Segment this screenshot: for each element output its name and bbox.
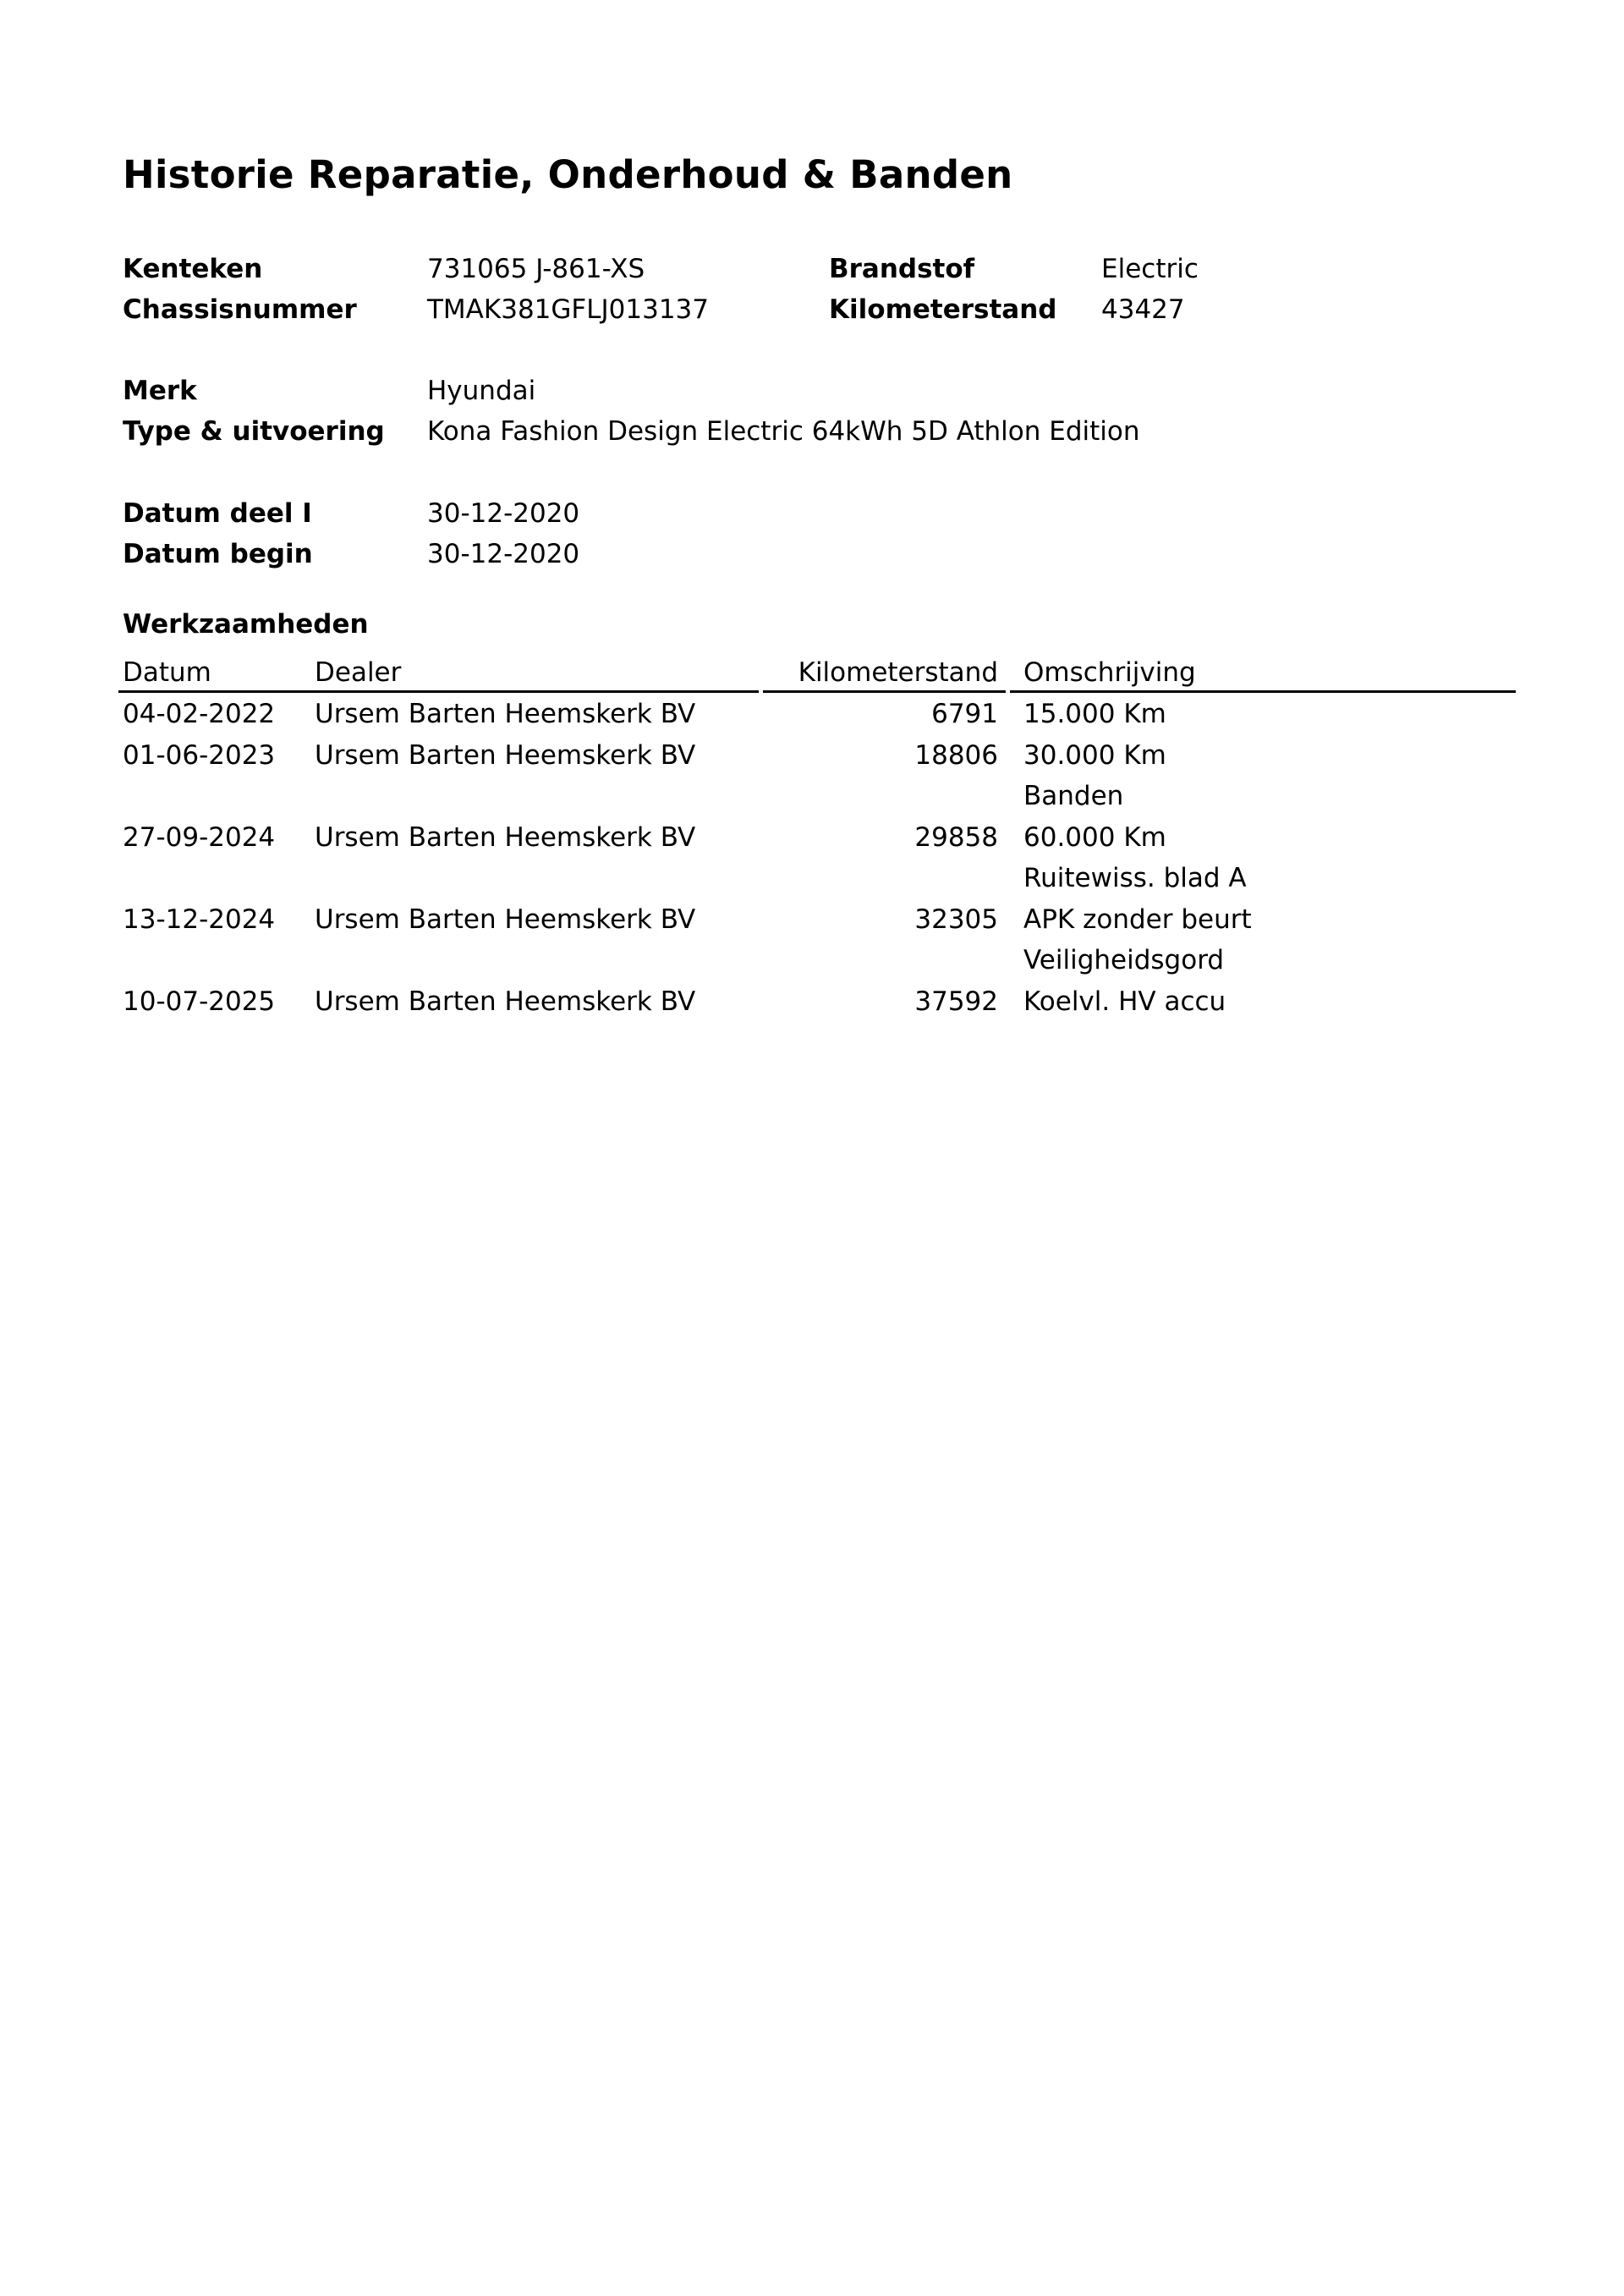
- table-cell-dealer: Ursem Barten Heemskerk BV: [315, 904, 696, 935]
- type-uitvoering-value: Kona Fashion Design Electric 64kWh 5D Athlon Edition: [427, 416, 1140, 447]
- column-header-datum: Datum: [123, 657, 211, 688]
- table-cell-omschrijving: Veiligheidsgord: [1023, 945, 1225, 975]
- table-cell-datum: 13-12-2024: [123, 904, 276, 935]
- merk-label: Merk: [123, 376, 197, 406]
- table-cell-datum: 04-02-2022: [123, 699, 276, 729]
- table-cell-kilometerstand: 32305: [914, 904, 998, 935]
- table-cell-datum: 27-09-2024: [123, 822, 276, 853]
- table-cell-omschrijving: APK zonder beurt: [1023, 904, 1252, 935]
- table-cell-kilometerstand: 18806: [914, 740, 998, 771]
- brandstof-label: Brandstof: [829, 254, 975, 284]
- datum-deel-value: 30-12-2020: [427, 498, 580, 529]
- chassisnummer-value: TMAK381GFLJ013137: [427, 294, 709, 325]
- table-header-rule: [118, 690, 1516, 693]
- chassisnummer-label: Chassisnummer: [123, 294, 357, 325]
- datum-deel-label: Datum deel I: [123, 498, 312, 529]
- table-header-rule-gap: [1006, 689, 1010, 694]
- column-header-omschrijving: Omschrijving: [1023, 657, 1196, 688]
- kilometerstand-value: 43427: [1101, 294, 1185, 325]
- table-cell-omschrijving: Ruitewiss. blad A: [1023, 863, 1247, 893]
- page-title: Historie Reparatie, Onderhoud & Banden: [123, 152, 1013, 197]
- table-cell-omschrijving: Koelvl. HV accu: [1023, 986, 1226, 1017]
- table-cell-datum: 10-07-2025: [123, 986, 276, 1017]
- type-uitvoering-label: Type & uitvoering: [123, 416, 385, 447]
- table-cell-omschrijving: 60.000 Km: [1023, 822, 1166, 853]
- merk-value: Hyundai: [427, 376, 536, 406]
- table-cell-dealer: Ursem Barten Heemskerk BV: [315, 986, 696, 1017]
- column-header-dealer: Dealer: [315, 657, 402, 688]
- table-cell-kilometerstand: 6791: [931, 699, 998, 729]
- table-cell-kilometerstand: 37592: [914, 986, 998, 1017]
- table-cell-kilometerstand: 29858: [914, 822, 998, 853]
- table-cell-dealer: Ursem Barten Heemskerk BV: [315, 740, 696, 771]
- table-cell-omschrijving: 15.000 Km: [1023, 699, 1166, 729]
- table-cell-omschrijving: Banden: [1023, 781, 1124, 811]
- column-header-kilometerstand: Kilometerstand: [798, 657, 998, 688]
- kenteken-label: Kenteken: [123, 254, 263, 284]
- table-header-rule-gap: [759, 689, 763, 694]
- datum-begin-label: Datum begin: [123, 539, 313, 569]
- kilometerstand-label: Kilometerstand: [829, 294, 1057, 325]
- table-cell-datum: 01-06-2023: [123, 740, 276, 771]
- table-cell-dealer: Ursem Barten Heemskerk BV: [315, 699, 696, 729]
- werkzaamheden-heading: Werkzaamheden: [123, 609, 369, 640]
- kenteken-value: 731065 J-861-XS: [427, 254, 645, 284]
- table-cell-omschrijving: 30.000 Km: [1023, 740, 1166, 771]
- brandstof-value: Electric: [1101, 254, 1199, 284]
- datum-begin-value: 30-12-2020: [427, 539, 580, 569]
- table-cell-dealer: Ursem Barten Heemskerk BV: [315, 822, 696, 853]
